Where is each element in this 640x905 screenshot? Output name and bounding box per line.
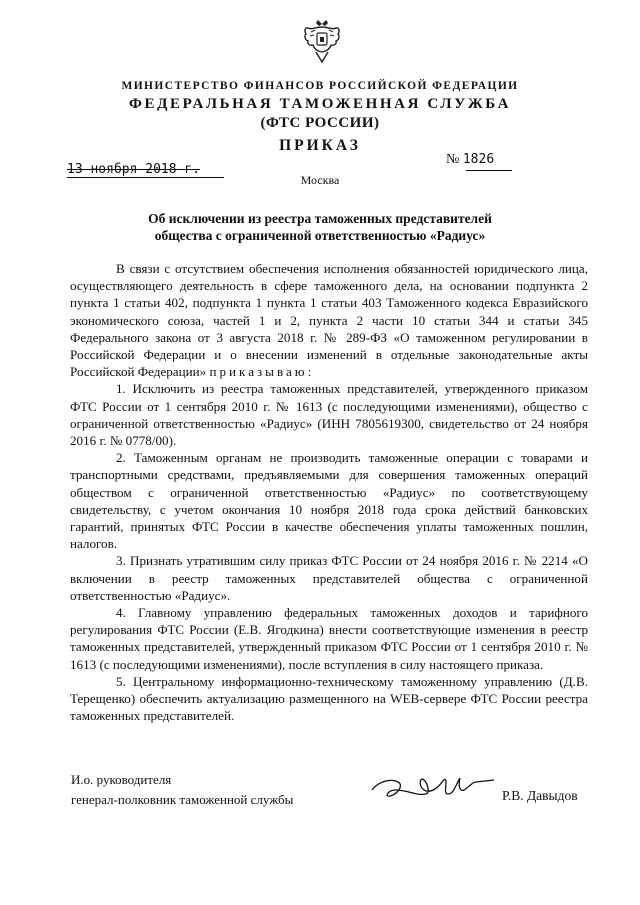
intro-paragraph (70, 260, 588, 380)
city: Москва (300, 173, 340, 187)
position-line-2: генерал-полковник таможенной службы (71, 792, 294, 807)
title-line-2: общества с ограниченной ответственностью «Радиус» (154, 228, 486, 243)
intro-text: В связи с отсутствием обеспечения исполнения обязанностей юридического лица, осуществляющего деятельность в сфере таможенного дела, на основании подпункта 2 пункта 1 статьи 402, подпункта 1 пункта 1 статьи 403 Таможенного кодекса Евразийского экономического союза, частей 1 и 2, пункта 2 части 10 статьи 344 и статьи 345 Федерального закона от 3 августа 2018 г. № 289-ФЗ «О таможенном регулировании в Российской Федерации и о внесении изменений в отдельные законодательные акты Российской Федерации» (70, 261, 588, 380)
order-number (446, 152, 494, 168)
handwritten-signature (368, 760, 503, 808)
decree-word: приказываю: (209, 364, 315, 380)
paragraph-5: 5. Центральному информационно-техническому таможенному управлению (Д.В. Терещенко) обеспечить актуализацию размещенного на WEB-сервере ФТС России реестра таможенных представителей. (70, 673, 588, 724)
document-title (80, 210, 560, 244)
paragraph-4: 4. Главному управлению федеральных таможенных доходов и тарифного регулирования ФТС России (Е.В. Ягодкина) внести соответствующие изменения в реестр таможенных представителей, утвержденный приказом ФТС России от 1 сентября 2010 г. № 1613 (с последующими изменениями), после вступления в силу настоящего приказа. (70, 605, 588, 672)
ministry-name: МИНИСТЕРСТВО ФИНАНСОВ РОССИЙСКОЙ ФЕДЕРАЦИИ (121, 80, 519, 92)
paragraph-2: 2. Таможенным органам не производить таможенные операции с товарами и транспортными средствами, предъявляемыми для совершения таможенных операций обществом с ограниченной ответственностью «Радиус» по соответствующему свидетельству, с учетом окончания 10 ноября 2018 года срока действий банковских гарантий, принятых ФТС России в качестве обеспечения уплаты таможенных пошлин, налогов. (70, 450, 588, 552)
coat-of-arms-icon (302, 18, 342, 66)
paragraph-1: 1. Исключить из реестра таможенных представителей, утвержденного приказом ФТС России от 1 сентября 2010 г. № 1613 (с последующими изменениями), общество с ограниченной ответственностью «Радиус» (ИНН 7805619300, свидетельство от 24 ноября 2016 г. № 0778/00). (70, 381, 588, 449)
number-prefix: № (446, 152, 460, 167)
paragraph-3: 3. Признать утратившим силу приказ ФТС России от 24 ноября 2016 г. № 2214 «О включении в реестр таможенных представителей общества с ограниченной ответственностью «Радиус». (70, 553, 588, 603)
position-line-1: И.о. руководителя (71, 772, 172, 787)
document-body (70, 260, 588, 724)
service-abbreviation: (ФТС РОССИИ) (260, 115, 380, 131)
document-type: ПРИКАЗ (279, 137, 361, 154)
number-value: 1826 (462, 152, 495, 167)
title-line-1: Об исключении из реестра таможенных представителей (148, 211, 492, 226)
order-date: 13 ноября 2018 г. (67, 162, 224, 178)
signatory-position (71, 770, 293, 810)
service-name: ФЕДЕРАЛЬНАЯ ТАМОЖЕННАЯ СЛУЖБА (128, 96, 512, 112)
number-underline (466, 170, 512, 171)
signatory-name: Р.В. Давыдов (502, 788, 578, 803)
